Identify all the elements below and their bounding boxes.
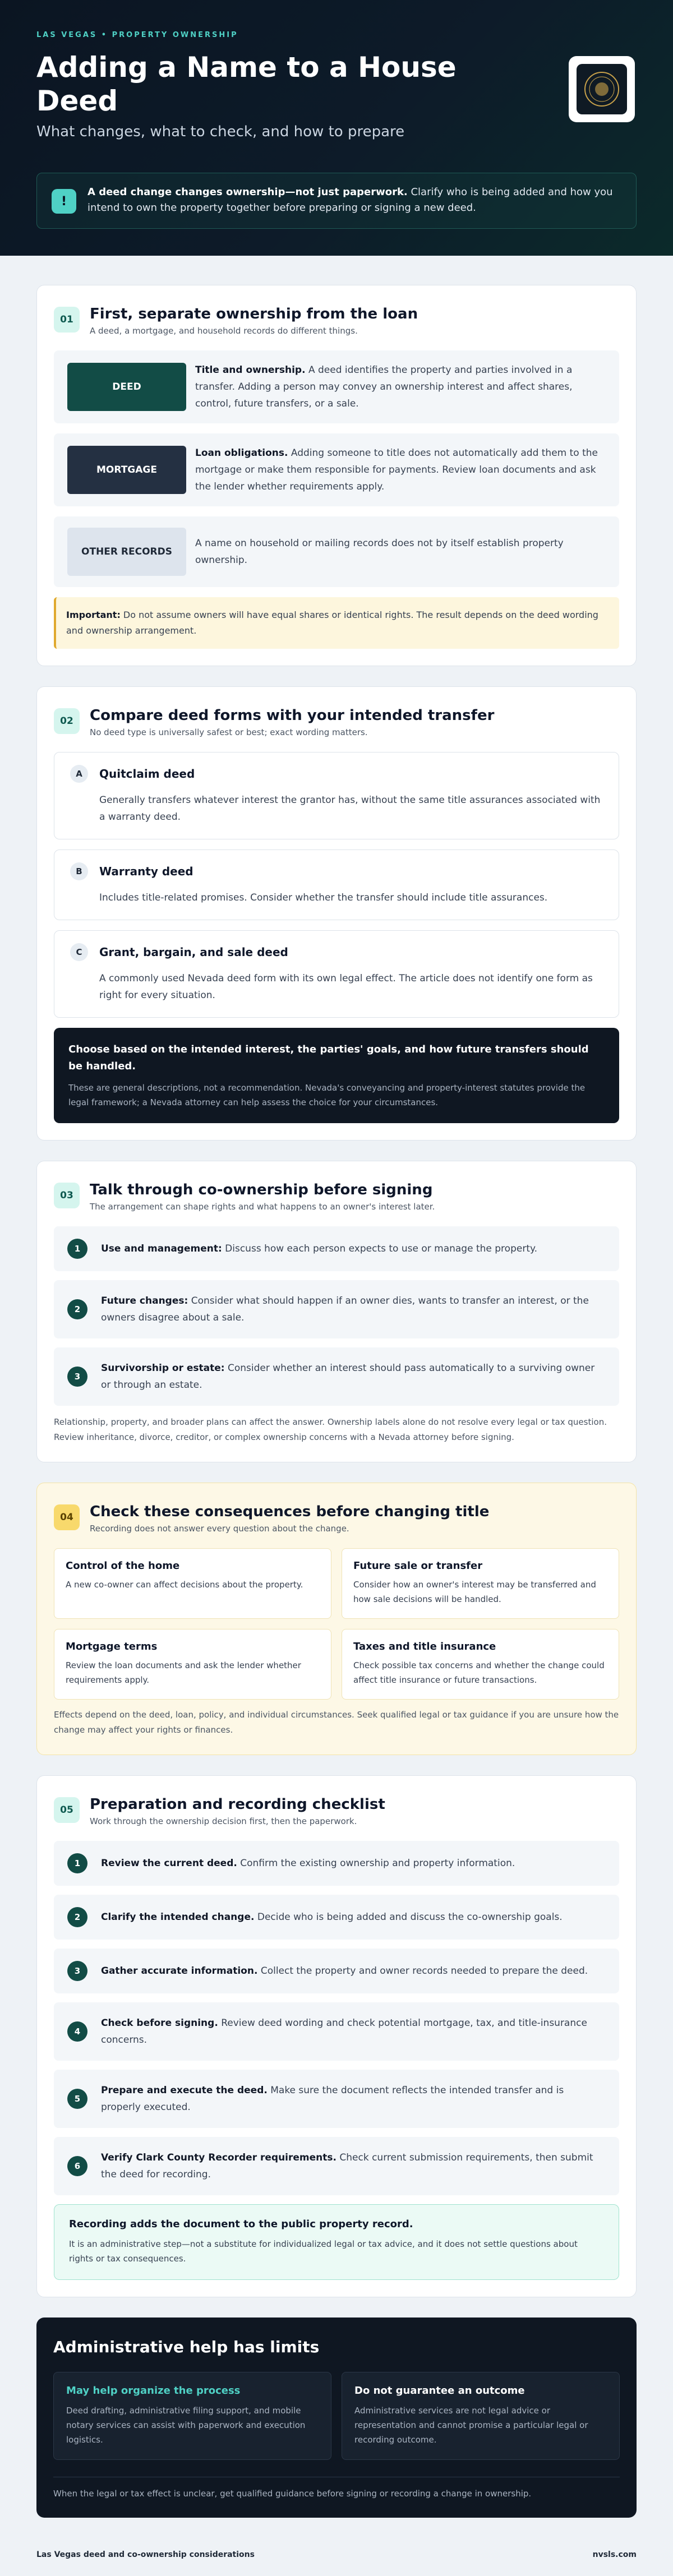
page-title: Adding a Name to a House Deed [36,51,457,117]
card-title: Future sale or transfer [353,1560,483,1572]
step-number: 5 [67,2089,87,2109]
consequence-card [342,1629,619,1700]
section-ownership-vs-loan [36,285,637,666]
step-text [101,1963,588,1979]
admin-card-text: Administrative services are not legal advice or representation and cannot promise a particular legal or recording outcome. [354,2406,588,2445]
admin-footnote: When the legal or tax effect is unclear, get qualified guidance before signing or recording a change in ownership. [53,2489,532,2499]
step-bold: Check before signing. [101,2018,218,2029]
step-number: 2 [67,1299,87,1319]
step-bold: Use and management: [101,1243,222,1254]
step-text [101,1909,563,1926]
checklist-item [54,2070,619,2128]
recording-callout [54,2204,619,2280]
row-bold: Loan obligations. [195,447,288,459]
admin-grid [53,2372,620,2460]
section-desc: Work through the ownership decision first, then the paperwork. [90,1816,357,1826]
section-header [54,707,619,737]
list-item [54,1347,619,1406]
step-text [101,1292,606,1326]
admin-card-title: Do not guarantee an outcome [354,2385,525,2397]
section-title: Compare deed forms with your intended transfer [90,707,495,724]
card-text: Review the loan documents and ask the lender whether requirements apply. [66,1660,301,1685]
section-header [54,1503,619,1534]
step-bold: Survivorship or estate: [101,1363,225,1374]
section-header [54,1181,619,1212]
step-text [101,1360,606,1393]
letter-badge: A [70,765,88,783]
step-text [101,2149,606,2183]
footer-caption: Las Vegas deed and co-ownership considerations [36,2550,255,2559]
card-text: Check possible tax concerns and whether the change could affect title insurance or future transactions. [353,1660,605,1685]
step-number: 1 [67,1239,87,1259]
section-note: Effects depend on the deed, loan, policy, and individual circumstances. Seek qualified legal or tax guidance if you are unsure how the change may affect your rights or finances. [54,1710,619,1735]
recording-text: It is an administrative step—not a substitute for individualized legal or tax advice, and it does not settle questions about rights or tax consequences. [69,2239,578,2264]
section-consequences [36,1483,637,1755]
step-body: Discuss how each person expects to use or manage the property. [222,1243,538,1254]
choose-callout [54,1028,619,1123]
card-title: Control of the home [66,1560,180,1572]
admin-card-title: May help organize the process [66,2385,241,2397]
section-number: 05 [54,1797,80,1823]
main-content [0,256,673,2518]
card-title: Taxes and title insurance [353,1641,496,1652]
eyebrow: LAS VEGAS • PROPERTY OWNERSHIP [36,31,238,39]
step-bold: Verify Clark County Recorder requirements. [101,2152,336,2163]
step-number: 4 [67,2021,87,2042]
hero-callout [36,173,637,229]
checklist-item [54,1841,619,1886]
list-item [54,1226,619,1271]
consequence-card [54,1548,331,1619]
section-number: 04 [54,1504,80,1530]
card-title: Mortgage terms [66,1641,158,1652]
consequence-grid [54,1548,619,1700]
step-bold: Gather accurate information. [101,1965,258,1977]
important-text: Do not assume owners will have equal shares or identical rights. The result depends on the deed wording and ownership arrangement. [66,610,598,636]
section-co-ownership [36,1161,637,1462]
step-body: Check current submission requirements, then submit the deed for recording. [101,2152,593,2180]
deed-type-title: Warranty deed [99,865,193,878]
letter-badge: B [70,862,88,880]
checklist-item [54,2137,619,2195]
section-header [54,306,619,336]
consequence-card [54,1629,331,1700]
step-bold: Prepare and execute the deed. [101,2085,268,2096]
checklist-item [54,1895,619,1940]
step-number: 1 [67,1853,87,1873]
section-number: 02 [54,708,80,734]
section-deed-forms [36,686,637,1141]
row-bold: Title and ownership. [195,364,306,376]
card-text: A new co-owner can affect decisions about the property. [66,1580,303,1590]
deed-type-title: Grant, bargain, and sale deed [99,945,288,959]
hero [0,0,673,256]
callout-bold: A deed change changes ownership—not just paperwork. [87,186,408,198]
deed-type-text: A commonly used Nevada deed form with its own legal effect. The article does not identify one form as right for every situation. [99,973,593,1001]
card-text: Consider how an owner's interest may be transferred and how sale decisions will be handled. [353,1580,596,1604]
step-body: Decide who is being added and discuss the co-ownership goals. [254,1912,563,1923]
list-item [54,1280,619,1338]
step-body: Collect the property and owner records needed to prepare the deed. [257,1965,588,1977]
step-body: Confirm the existing ownership and property information. [237,1858,515,1869]
checklist-item [54,2002,619,2061]
admin-card-text: Deed drafting, administrative filing support, and mobile notary services can assist with paperwork and execution logistics. [66,2406,306,2445]
step-text [101,1855,515,1872]
recording-title: Recording adds the document to the public property record. [69,2218,413,2230]
logo [569,56,635,122]
checklist-item [54,1949,619,1993]
section-desc: No deed type is universally safest or best; exact wording matters. [90,727,368,737]
important-note [54,597,619,649]
section-number: 03 [54,1183,80,1208]
choose-title: Choose based on the intended interest, the parties' goals, and how future transfers should be handled. [68,1044,589,1072]
callout-text [87,184,621,216]
deed-tag: DEED [67,363,186,411]
admin-card-may-help [53,2372,331,2460]
section-checklist [36,1775,637,2297]
alert-icon: ! [52,189,76,214]
section-title: Talk through co-ownership before signing [90,1181,433,1198]
letter-badge: C [70,943,88,961]
section-title: Check these consequences before changing title [90,1503,490,1520]
step-body: Consider what should happen if an owner dies, wants to transfer an interest, or the owners disagree about a sale. [101,1295,589,1323]
section-title: First, separate ownership from the loan [90,306,418,322]
step-text [101,2082,606,2116]
step-number: 3 [67,1961,87,1981]
step-bold: Clarify the intended change. [101,1912,255,1923]
mortgage-tag: MORTGAGE [67,446,186,494]
step-text [101,2015,606,2048]
row-text [195,535,606,569]
consequence-card [342,1548,619,1619]
choose-text: These are general descriptions, not a recommendation. Nevada's conveyancing and property-interest statutes provide the legal framework; a Nevada attorney can help assess the choice for your circumstances. [68,1083,586,1107]
step-text [101,1240,537,1257]
section-admin-limits [36,2318,637,2518]
step-number: 6 [67,2156,87,2176]
section-number: 01 [54,307,80,333]
row-body: A name on household or mailing records does not by itself establish property ownership. [195,538,564,566]
deed-type-card [54,850,619,920]
row-text [195,445,606,495]
step-number: 2 [67,1907,87,1927]
important-label: Important: [66,610,121,620]
section-desc: The arrangement can shape rights and what happens to an owner's interest later. [90,1202,435,1212]
footer-site-link[interactable]: nvsls.com [592,2550,637,2559]
footer [0,2538,673,2576]
deed-type-title: Quitclaim deed [99,767,195,781]
deed-type-text: Generally transfers whatever interest the grantor has, without the same title assurances associated with a warranty deed. [99,795,601,823]
section-desc: Recording does not answer every question about the change. [90,1524,349,1534]
row-text [195,362,606,412]
section-header [54,1796,619,1826]
mortgage-row [54,433,619,506]
section-desc: A deed, a mortgage, and household records do different things. [90,326,358,336]
step-bold: Future changes: [101,1295,188,1307]
deed-type-text: Includes title-related promises. Consider whether the transfer should include title assurances. [99,892,548,903]
seal-icon [577,64,627,114]
admin-card-no-guarantee [342,2372,620,2460]
other-records-row [54,516,619,587]
admin-title: Administrative help has limits [53,2338,320,2356]
section-title: Preparation and recording checklist [90,1796,385,1813]
row-body: Adding someone to title does not automatically add them to the mortgage or make them responsible for payments. Review loan documents and ask the lender whether requirements apply. [195,447,598,492]
step-bold: Review the current deed. [101,1858,237,1869]
step-body: Consider whether an interest should pass automatically to a surviving owner or through an estate. [101,1363,595,1391]
callout-body: Clarify who is being added and how you intend to own the property together before preparing or signing a new deed. [87,186,613,214]
row-body: A deed identifies the property and parties involved in a transfer. Adding a person may convey an ownership interest and affect shares, control, future transfers, or a sale. [195,364,573,409]
deed-type-card [54,752,619,839]
deed-row [54,350,619,423]
section-note: Relationship, property, and broader plans can affect the answer. Ownership labels alone do not resolve every legal or tax question. Review inheritance, divorce, creditor, or complex ownership concerns with a Nevada attorney before signing. [54,1417,607,1442]
step-number: 3 [67,1367,87,1387]
step-body: Review deed wording and check potential mortgage, tax, and title-insurance concerns. [101,2018,587,2046]
deed-type-card [54,930,619,1018]
other-records-tag: OTHER RECORDS [67,528,186,576]
step-body: Make sure the document reflects the intended transfer and is properly executed. [101,2085,564,2113]
page-subtitle: What changes, what to check, and how to prepare [36,123,405,140]
